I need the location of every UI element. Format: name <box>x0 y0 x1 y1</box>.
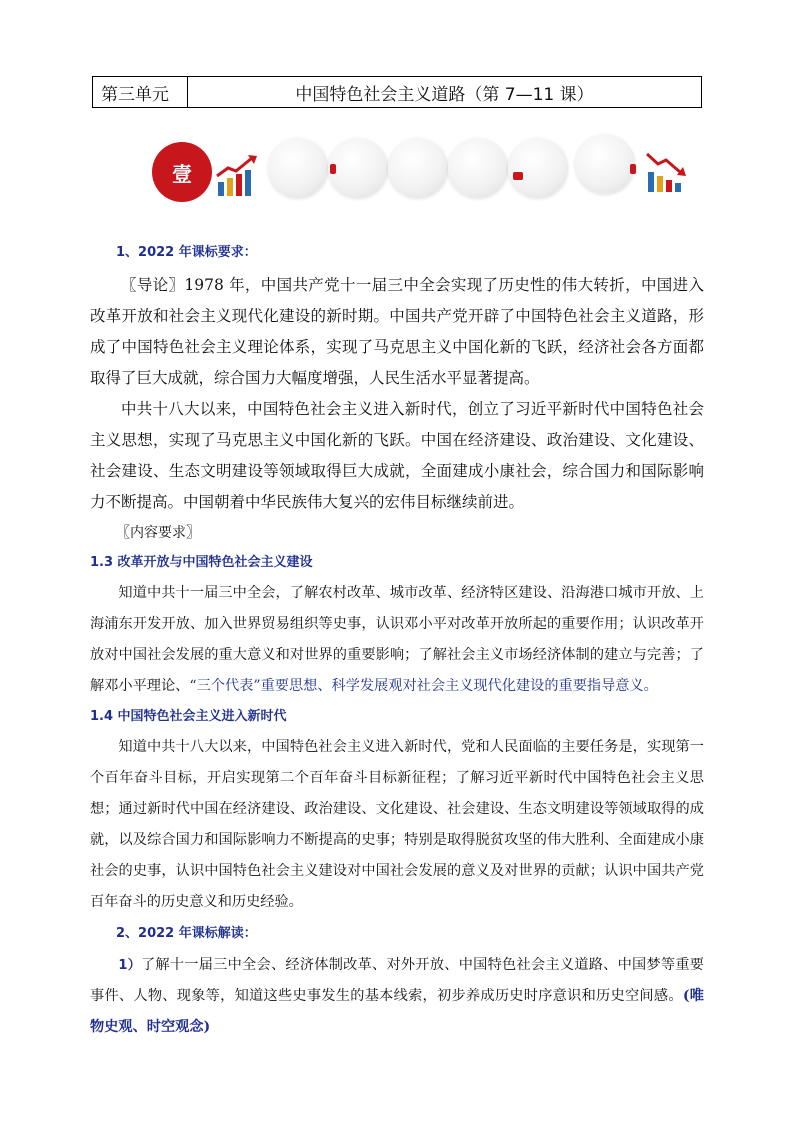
content-requirements-label: 〖内容要求〗 <box>116 525 200 541</box>
section-1-3-text-main: 知道中共十一届三中全会，了解农村改革、城市改革、经济特区建设、沿海港口城市开放、上海浦东开发开放、加入世界贸易组织等史事，认识邓小平对改革开放所起的重要作用；认识改革开放对中国社会发展的重大意义和对世界的重要影响；了解社会主义市场经济体制的建立与完善；了解邓小平理论、 <box>90 585 704 694</box>
decor-bubble <box>268 138 328 198</box>
trend-down-chart-icon <box>644 150 688 194</box>
intro-paragraph-2: 中共十八大以来，中国特色社会主义进入新时代，创立了习近平新时代中国特色社会主义思想，实现了马克思主义中国化新的飞跃。中国在经济建设、政治建设、文化建设、社会建设、生态文明建设等领域取得巨大成就，全面建成小康社会，综合国力和国际影响力不断提高。中国朝着中华民族伟大复兴的宏伟目标继续前进。 <box>90 400 704 511</box>
interpretation-item-number: 1） <box>118 958 141 973</box>
decor-mark <box>330 164 336 174</box>
unit-label: 第三单元 <box>93 77 188 107</box>
interpretation-heading: 2、2022 年课标解读： <box>116 926 257 941</box>
section-1-3-text-highlight: “三个代表”重要思想、科学发展观对社会主义现代化建设的重要指导意义。 <box>189 678 658 694</box>
interpretation-item-1 <box>90 950 704 1043</box>
trend-up-chart-icon <box>214 152 260 198</box>
document-body <box>90 238 704 1043</box>
section-1-3-heading: 1.3 改革开放与中国特色社会主义建设 <box>90 555 313 570</box>
unit-title: 中国特色社会主义道路（第 7—11 课） <box>295 84 594 105</box>
decor-mark <box>630 164 636 174</box>
section-banner <box>150 134 690 206</box>
section-1-3-text <box>90 578 704 702</box>
standards-heading: 1、2022 年课标要求： <box>116 245 257 260</box>
intro-paragraph: 〖导论〗1978 年，中国共产党十一届三中全会实现了历史性的伟大转折，中国进入改革开放和社会主义现代化建设的新时期。中国共产党开辟了中国特色社会主义道路，形成了中国特色社会主义理论体系，实现了马克思主义中国化新的飞跃，经济社会各方面都取得了巨大成就，综合国力大幅度增强，人民生活水平显著提高。 <box>90 276 704 387</box>
interpretation-item-text: 了解十一届三中全会、经济体制改革、对外开放、中国特色社会主义道路、中国梦等重要事件、人物、现象等，知道这些史事发生的基本线索，初步养成历史时序意识和历史空间感。 <box>90 957 704 1004</box>
decor-bubble <box>575 134 635 194</box>
decor-bubble <box>448 138 508 198</box>
decor-bubble <box>328 138 388 198</box>
section-1-4-text: 知道中共十八大以来，中国特色社会主义进入新时代，党和人民面临的主要任务是，实现第一个百年奋斗目标，开启实现第二个百年奋斗目标新征程；了解习近平新时代中国特色社会主义思想；通过新时代中国在经济建设、政治建设、文化建设、社会建设、生态文明建设等领域取得的成就，以及综合国力和国际影响力不断提高的史事；特别是取得脱贫攻坚的伟大胜利、全面建成小康社会的史事，认识中国特色社会主义建设对中国社会发展的意义及对世界的贡献；认识中国共产党百年奋斗的历史意义和历史经验。 <box>90 739 704 910</box>
section-1-4-heading: 1.4 中国特色社会主义进入新时代 <box>90 709 287 724</box>
unit-header-table <box>92 76 702 108</box>
decor-mark <box>513 172 523 180</box>
decor-bubble <box>508 138 568 198</box>
section-number-badge: 壹 <box>152 142 212 202</box>
decor-bubble <box>388 138 448 198</box>
core-literacy-tag: (唯物史观、时空观念) <box>90 988 704 1035</box>
